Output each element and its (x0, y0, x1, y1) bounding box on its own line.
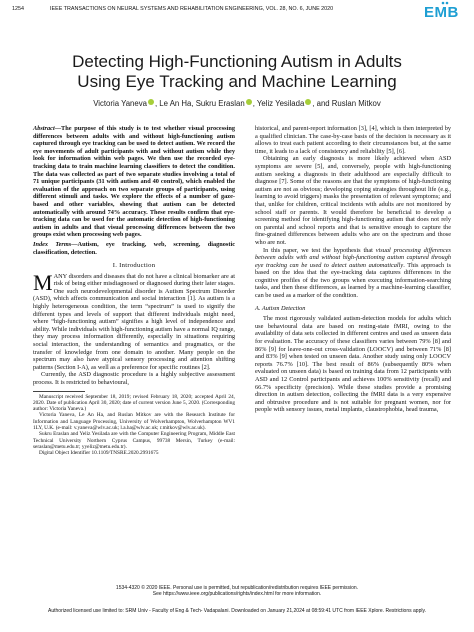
paper-title-line-2: Using Eye Tracking and Machine Learning (77, 72, 397, 91)
emb-logo (424, 4, 464, 22)
author-name: Yeliz Yesilada (256, 99, 305, 108)
orcid-icon[interactable] (246, 99, 252, 105)
intro-paragraph-2: Currently, the ASD diagnostic procedure is a highly subjective assessment process. It is restricted to behavioural, (33, 371, 235, 386)
author-list: Victoria Yaneva , Le An Ha, Sukru Eraslan , Yeliz Yesilada , and Ruslan Mitkov (93, 99, 381, 108)
left-column (33, 125, 235, 457)
body-paragraph: Obtaining an early diagnosis is more likely achieved when ASD symptoms are severe [5], and, conversely, people with high-functioning autism seeking a diagnosis in their adulthood are especially difficult to diagnose [7]. Some of the reasons are that the symptoms of high-functioning autism are not as obvious; developing coping strategies throughout life (e.g., learning to avoid triggers) masks the presentation of relevant symptoms; and that, unlike for children, critical incidents with adults are not monitored by school staff or parents. It would therefore be beneficial to develop a screening method for identifying high-functioning autism that does not rely on parental and school reports and that is sensitive enough to capture the fine-grained differences between adults who are on the spectrum and those who are not. (255, 155, 451, 246)
author-name: Victoria Yaneva (93, 99, 147, 108)
paper-title-line-1: Detecting High-Functioning Autism in Adults (72, 52, 402, 71)
paper-title (20, 52, 454, 92)
drop-cap: M (33, 269, 53, 295)
license-notice: Authorized licensed use limited to: SRM Univ - Faculty of Eng & Tech- Vadapalani. Downloaded on January 21,2024 at 08:59:41 UTC from IEEE Xplore. Restrictions apply. (48, 608, 426, 614)
index-terms (33, 241, 235, 256)
footnote-divider (33, 391, 85, 392)
affiliation-note: Victoria Yaneva, Le An Ha, and Ruslan Mitkov are with the Research Institute for Information and Language Processing, University of Wolverhampton, Wolverhampton WV1 1LY, U.K. (e-mail: v.yaneva@wlv.ac.uk; l.a.ha@wlv.ac.uk; r.mitkov@wlv.ac.uk). (33, 412, 235, 432)
author-name: , and Ruslan Mitkov (312, 99, 381, 108)
hypothesis-intro: In this paper, we test the hypothesis that (263, 246, 376, 254)
right-column (255, 125, 451, 414)
hypothesis-statement: visual processing differences between adults with and without high-functioning autism captured through eye tracking can be used to detect autism automatically (255, 246, 451, 269)
hypothesis-rest: . This approach is based on the idea that the eye-tracking data captures differences in the cognitive profiles of the two groups when executing information-searching tasks, and then these differences, as learned by a machine-learning classifier, can be used as a marker of the condition. (255, 261, 452, 300)
orcid-icon[interactable] (148, 99, 154, 105)
subsection-heading: A. Autism Detection (255, 304, 306, 312)
intro-paragraph (33, 269, 235, 372)
body-paragraph: historical, and parent-report information [3], [4], which is then interpreted by a qualified clinician. The case-by-case basis of the decision is necessary as it allows to treat each patient according to their circumstances but, at the same time, it leads to a lack of consistency and reliability [5], [6]. (255, 125, 451, 155)
section-heading: I. Introduction (112, 262, 156, 270)
running-header (12, 4, 462, 14)
hypothesis-paragraph (255, 247, 451, 300)
index-terms-label: Index Terms (33, 240, 72, 248)
author-name: Le An Ha, Sukru Eraslan (159, 99, 245, 108)
orcid-icon[interactable] (305, 99, 311, 105)
copyright-line: 1534-4320 © 2020 IEEE. Personal use is permitted, but republication/redistribution requires IEEE permission. (115, 585, 359, 591)
rights-link[interactable]: See https://www.ieee.org/publications/rights/index.html for more information. (152, 591, 322, 598)
doi-note: Digital Object Identifier 10.1109/TNSRE.2020.2991675 (39, 450, 159, 457)
emb-logo-text: EMB (424, 4, 459, 21)
intro-paragraph-text: ANY disorders and diseases that do not have a clinical biomarker are at risk of being either misdiagnosed or diagnosed during their later stages. One such neurodevelopmental disorder is Autism Spectrum Disorder (ASD), which affects communication and social interaction [1]. As autism is a highly heterogeneous condition, the term “spectrum” is used to signify the different types and levels of support that different individuals might need, where “high-functioning autism” signifies a high level of independence and ability. While individuals with high-functioning autism have a normal IQ range, they may process information differently, especially in situations requiring social interaction, the understanding of semantics and pragmatics, or the transfer of knowledge from one domain to another. Many people on the spectrum may also have atypical sensory processing and attention shifting patterns (Section I-A), as well as a preference for specific routines [2]. (33, 272, 235, 371)
abstract (33, 125, 235, 239)
index-terms-text: —Autism, eye tracking, web, screening, diagnostic classification, detection. (33, 240, 235, 256)
abstract-label: Abstract (33, 125, 55, 132)
copyright-notice (0, 585, 474, 597)
journal-name: IEEE TRANSACTIONS ON NEURAL SYSTEMS AND REHABILITATION ENGINEERING, VOL. 28, NO. 6, JUNE 2020 (50, 6, 334, 12)
affiliation-note: Sukru Eraslan and Yeliz Yesilada are with the Computer Engineering Program, Middle East Technical University Northern Cyprus Campus, 99738 Mersin, Turkey (e-mail: seraslan@metu.edu.tr; yyeliz@metu.edu.tr). (33, 431, 235, 450)
manuscript-note: Manuscript received September 18, 2019; revised February 18, 2020; accepted April 24, 2020. Date of publication April 30, 2020; date of current version June 5, 2020. (Corresponding author: Victoria Yaneva.) (33, 393, 235, 413)
page-number: 1254 (12, 6, 24, 12)
body-paragraph: The most rigorously validated autism-detection models for adults which use behavioural data are based on resting-state fMRI, owing to the availability of data sets collected in different centres and used as unseen data for evaluation. The accuracy of these classifiers varies between 79% [8] and 86% [9] for leave-one-out cross-validation (LOOCV) and between 71% [8] and 83% [9] when tested on unseen data. Another study using only LOOCV reports 76.7% [10]. The best result of 86% (subsequently 80% when evaluated on unseen data) is based on training data from 12 participants with ASD and 12 Control participants and achieves 100% sensitivity (recall) and 66.7% specificity (precision). While these studies provide a promising direction in autism detection, collecting the fMRI data is a very expensive and obtrusive procedure and is not suitable for pregnant women, nor for people with sensory issues, metal implants, claustrophobia, head trauma, (255, 315, 451, 414)
abstract-text: —The purpose of this study is to test whether visual processing differences between adults with and without high-functioning autism captured through eye tracking can be used to detect autism. We record the eye movements of adult participants with and without autism while they look for information within web pages. We then use the recorded eye-tracking data to train machine learning classifiers to detect the condition. The data was collected as part of two separate studies involving a total of 71 unique participants (31 with autism and 40 control), which enabled the evaluation of the approach on two separate groups of participants, using different stimuli and tasks. We explore the effects of a number of gaze-based and other variables, showing that autism can be detected automatically with around 74% accuracy. These results confirm that eye-tracking data can be used for the automatic detection of high-functioning autism in adults and that visual processing differences between the two groups exist when processing web pages. (33, 125, 235, 239)
